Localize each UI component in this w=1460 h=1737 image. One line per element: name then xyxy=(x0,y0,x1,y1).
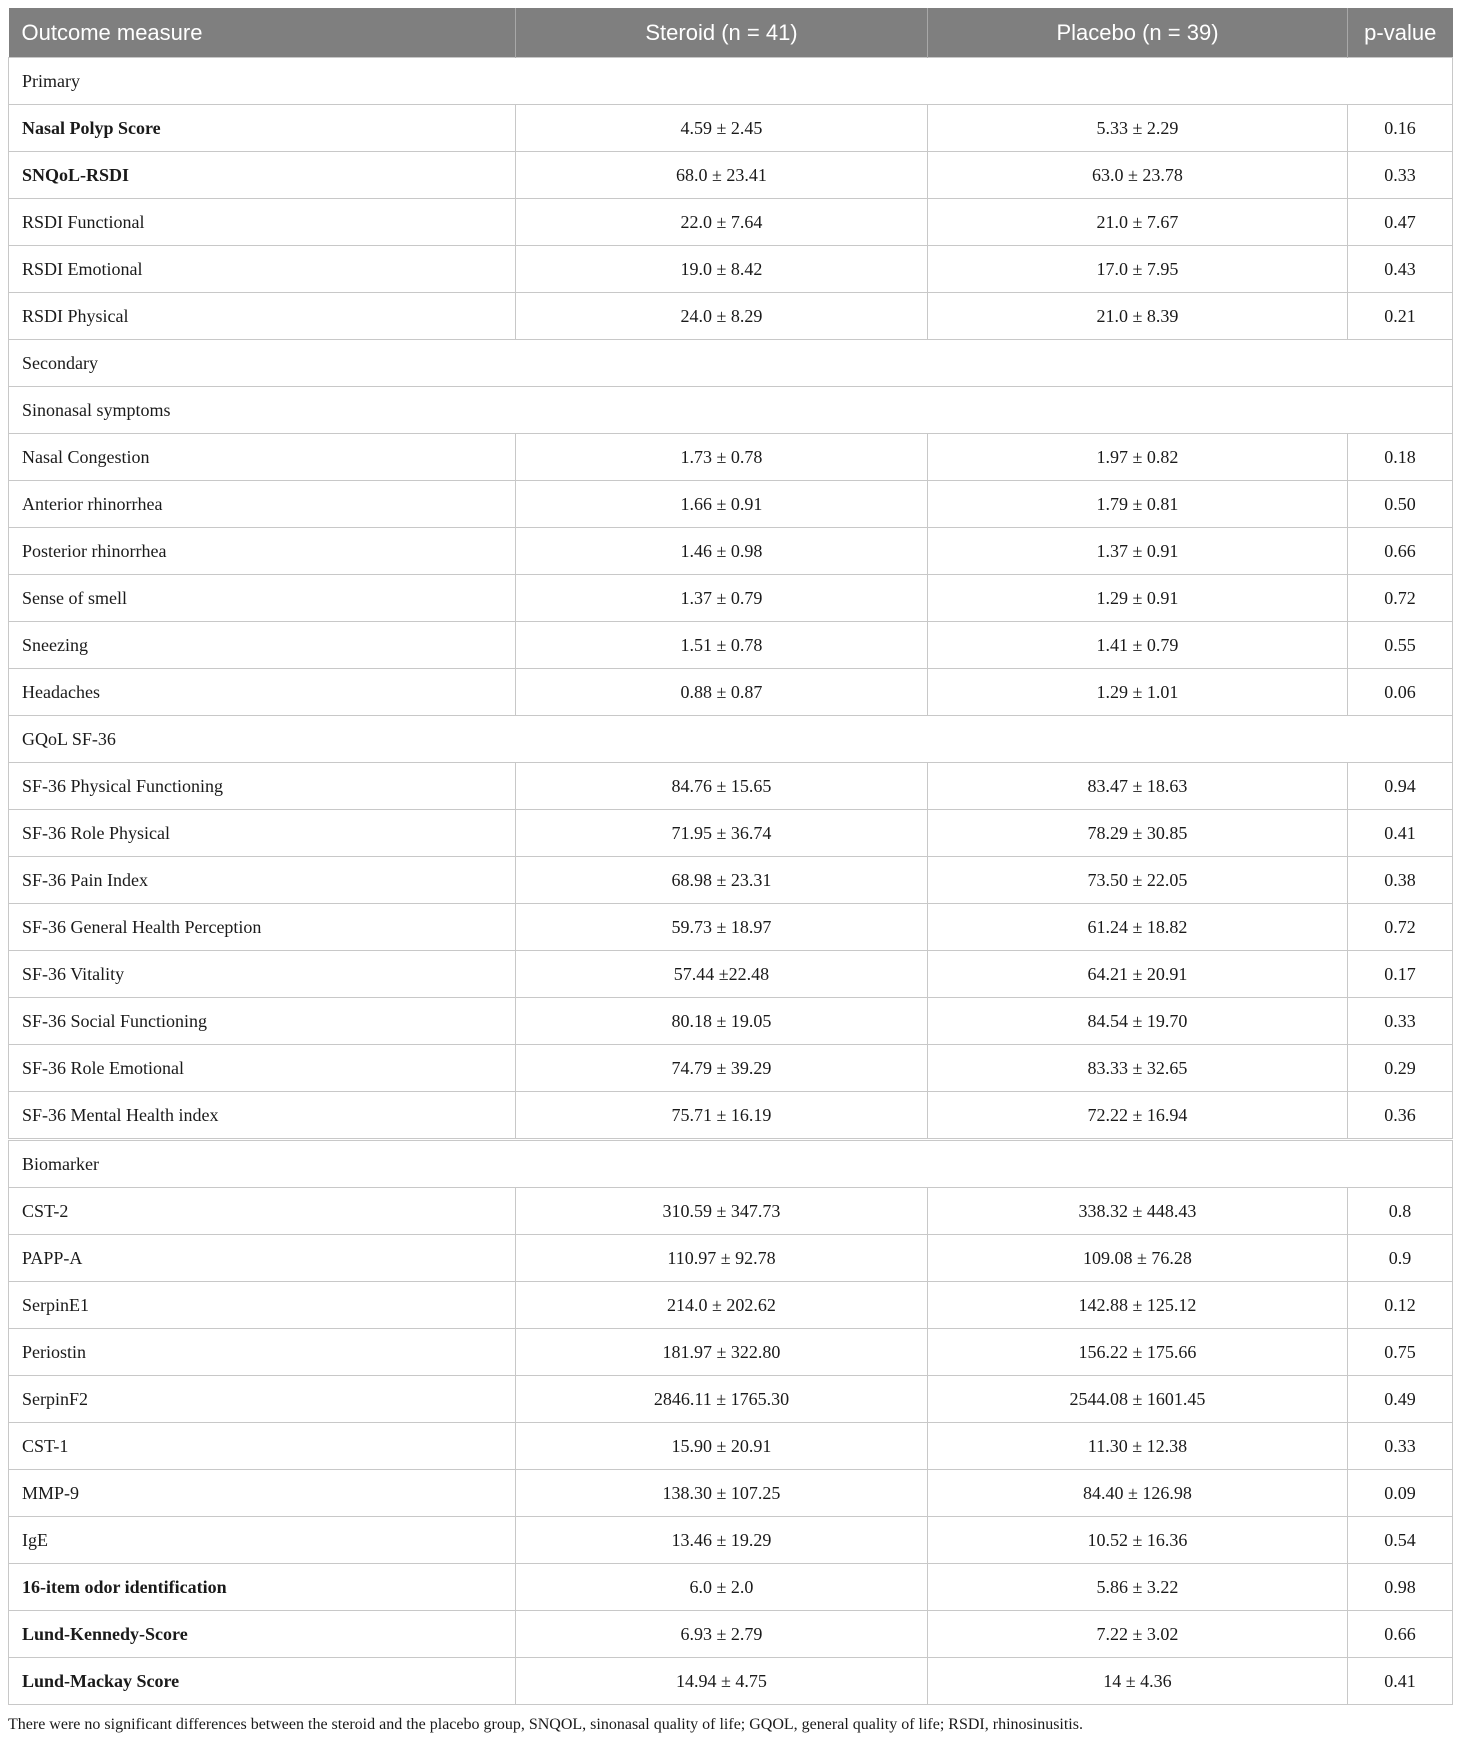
section-row xyxy=(9,387,1453,434)
row-label: Anterior rhinorrhea xyxy=(9,481,516,528)
p-value: 0.72 xyxy=(1348,575,1453,622)
p-value: 0.41 xyxy=(1348,1658,1453,1705)
table-row xyxy=(9,857,1453,904)
row-label: CST-1 xyxy=(9,1423,516,1470)
placebo-value: 1.41 ± 0.79 xyxy=(928,622,1348,669)
p-value: 0.43 xyxy=(1348,246,1453,293)
p-value: 0.66 xyxy=(1348,1611,1453,1658)
steroid-value: 2846.11 ± 1765.30 xyxy=(516,1376,928,1423)
table-row xyxy=(9,1611,1453,1658)
table-row xyxy=(9,951,1453,998)
steroid-value: 310.59 ± 347.73 xyxy=(516,1188,928,1235)
table-row xyxy=(9,1282,1453,1329)
row-label: Sense of smell xyxy=(9,575,516,622)
steroid-value: 68.98 ± 23.31 xyxy=(516,857,928,904)
row-label: SF-36 Mental Health index xyxy=(9,1092,516,1140)
header-p-value: p-value xyxy=(1348,8,1453,58)
steroid-value: 13.46 ± 19.29 xyxy=(516,1517,928,1564)
section-row xyxy=(9,58,1453,105)
placebo-value: 64.21 ± 20.91 xyxy=(928,951,1348,998)
p-value: 0.18 xyxy=(1348,434,1453,481)
table-row xyxy=(9,1045,1453,1092)
placebo-value: 17.0 ± 7.95 xyxy=(928,246,1348,293)
steroid-value: 57.44 ±22.48 xyxy=(516,951,928,998)
placebo-value: 14 ± 4.36 xyxy=(928,1658,1348,1705)
p-value: 0.49 xyxy=(1348,1376,1453,1423)
table-row xyxy=(9,481,1453,528)
table-row xyxy=(9,1235,1453,1282)
row-label: MMP-9 xyxy=(9,1470,516,1517)
header-outcome-measure: Outcome measure xyxy=(9,8,516,58)
placebo-value: 78.29 ± 30.85 xyxy=(928,810,1348,857)
row-label: SF-36 Physical Functioning xyxy=(9,763,516,810)
table-row xyxy=(9,1329,1453,1376)
steroid-value: 1.66 ± 0.91 xyxy=(516,481,928,528)
placebo-value: 109.08 ± 76.28 xyxy=(928,1235,1348,1282)
p-value: 0.94 xyxy=(1348,763,1453,810)
steroid-value: 19.0 ± 8.42 xyxy=(516,246,928,293)
header-placebo: Placebo (n = 39) xyxy=(928,8,1348,58)
row-label: Lund-Mackay Score xyxy=(9,1658,516,1705)
steroid-value: 15.90 ± 20.91 xyxy=(516,1423,928,1470)
p-value: 0.33 xyxy=(1348,1423,1453,1470)
p-value: 0.17 xyxy=(1348,951,1453,998)
section-label: Biomarker xyxy=(9,1140,1453,1188)
p-value: 0.50 xyxy=(1348,481,1453,528)
placebo-value: 84.54 ± 19.70 xyxy=(928,998,1348,1045)
p-value: 0.54 xyxy=(1348,1517,1453,1564)
placebo-value: 1.29 ± 0.91 xyxy=(928,575,1348,622)
table-body xyxy=(9,58,1453,1705)
table-row xyxy=(9,1423,1453,1470)
p-value: 0.41 xyxy=(1348,810,1453,857)
p-value: 0.09 xyxy=(1348,1470,1453,1517)
steroid-value: 74.79 ± 39.29 xyxy=(516,1045,928,1092)
table-row xyxy=(9,1517,1453,1564)
row-label: RSDI Functional xyxy=(9,199,516,246)
header-steroid: Steroid (n = 41) xyxy=(516,8,928,58)
placebo-value: 2544.08 ± 1601.45 xyxy=(928,1376,1348,1423)
p-value: 0.66 xyxy=(1348,528,1453,575)
steroid-value: 138.30 ± 107.25 xyxy=(516,1470,928,1517)
header-row xyxy=(9,8,1453,58)
results-table-container xyxy=(8,8,1452,1705)
steroid-value: 1.46 ± 0.98 xyxy=(516,528,928,575)
p-value: 0.33 xyxy=(1348,152,1453,199)
row-label: RSDI Physical xyxy=(9,293,516,340)
steroid-value: 6.93 ± 2.79 xyxy=(516,1611,928,1658)
table-row xyxy=(9,1658,1453,1705)
placebo-value: 1.37 ± 0.91 xyxy=(928,528,1348,575)
table-row xyxy=(9,904,1453,951)
placebo-value: 73.50 ± 22.05 xyxy=(928,857,1348,904)
row-label: SF-36 Social Functioning xyxy=(9,998,516,1045)
row-label: Nasal Polyp Score xyxy=(9,105,516,152)
steroid-value: 1.51 ± 0.78 xyxy=(516,622,928,669)
table-row xyxy=(9,1564,1453,1611)
row-label: Posterior rhinorrhea xyxy=(9,528,516,575)
steroid-value: 14.94 ± 4.75 xyxy=(516,1658,928,1705)
placebo-value: 10.52 ± 16.36 xyxy=(928,1517,1348,1564)
p-value: 0.29 xyxy=(1348,1045,1453,1092)
p-value: 0.36 xyxy=(1348,1092,1453,1140)
row-label: SF-36 General Health Perception xyxy=(9,904,516,951)
row-label: SF-36 Vitality xyxy=(9,951,516,998)
p-value: 0.8 xyxy=(1348,1188,1453,1235)
table-header xyxy=(9,8,1453,58)
row-label: RSDI Emotional xyxy=(9,246,516,293)
section-label: GQoL SF-36 xyxy=(9,716,1453,763)
table-row xyxy=(9,528,1453,575)
row-label: Periostin xyxy=(9,1329,516,1376)
placebo-value: 1.79 ± 0.81 xyxy=(928,481,1348,528)
section-label: Sinonasal symptoms xyxy=(9,387,1453,434)
placebo-value: 5.86 ± 3.22 xyxy=(928,1564,1348,1611)
steroid-value: 68.0 ± 23.41 xyxy=(516,152,928,199)
p-value: 0.9 xyxy=(1348,1235,1453,1282)
placebo-value: 7.22 ± 3.02 xyxy=(928,1611,1348,1658)
p-value: 0.55 xyxy=(1348,622,1453,669)
row-label: Sneezing xyxy=(9,622,516,669)
placebo-value: 84.40 ± 126.98 xyxy=(928,1470,1348,1517)
row-label: Nasal Congestion xyxy=(9,434,516,481)
table-row xyxy=(9,293,1453,340)
p-value: 0.75 xyxy=(1348,1329,1453,1376)
placebo-value: 142.88 ± 125.12 xyxy=(928,1282,1348,1329)
table-row xyxy=(9,575,1453,622)
placebo-value: 63.0 ± 23.78 xyxy=(928,152,1348,199)
steroid-value: 1.73 ± 0.78 xyxy=(516,434,928,481)
placebo-value: 156.22 ± 175.66 xyxy=(928,1329,1348,1376)
p-value: 0.16 xyxy=(1348,105,1453,152)
row-label: SF-36 Role Physical xyxy=(9,810,516,857)
steroid-value: 75.71 ± 16.19 xyxy=(516,1092,928,1140)
table-row xyxy=(9,1092,1453,1140)
p-value: 0.47 xyxy=(1348,199,1453,246)
steroid-value: 84.76 ± 15.65 xyxy=(516,763,928,810)
table-row xyxy=(9,810,1453,857)
placebo-value: 83.33 ± 32.65 xyxy=(928,1045,1348,1092)
p-value: 0.38 xyxy=(1348,857,1453,904)
steroid-value: 22.0 ± 7.64 xyxy=(516,199,928,246)
table-row xyxy=(9,763,1453,810)
row-label: SF-36 Role Emotional xyxy=(9,1045,516,1092)
placebo-value: 72.22 ± 16.94 xyxy=(928,1092,1348,1140)
row-label: CST-2 xyxy=(9,1188,516,1235)
steroid-value: 80.18 ± 19.05 xyxy=(516,998,928,1045)
row-label: IgE xyxy=(9,1517,516,1564)
section-row xyxy=(9,1140,1453,1188)
steroid-value: 6.0 ± 2.0 xyxy=(516,1564,928,1611)
row-label: SNQoL-RSDI xyxy=(9,152,516,199)
placebo-value: 5.33 ± 2.29 xyxy=(928,105,1348,152)
placebo-value: 61.24 ± 18.82 xyxy=(928,904,1348,951)
row-label: SerpinE1 xyxy=(9,1282,516,1329)
steroid-value: 4.59 ± 2.45 xyxy=(516,105,928,152)
table-row xyxy=(9,1376,1453,1423)
steroid-value: 181.97 ± 322.80 xyxy=(516,1329,928,1376)
placebo-value: 1.29 ± 1.01 xyxy=(928,669,1348,716)
p-value: 0.12 xyxy=(1348,1282,1453,1329)
table-row xyxy=(9,434,1453,481)
p-value: 0.06 xyxy=(1348,669,1453,716)
steroid-value: 110.97 ± 92.78 xyxy=(516,1235,928,1282)
table-row xyxy=(9,622,1453,669)
steroid-value: 214.0 ± 202.62 xyxy=(516,1282,928,1329)
p-value: 0.72 xyxy=(1348,904,1453,951)
placebo-value: 83.47 ± 18.63 xyxy=(928,763,1348,810)
p-value: 0.21 xyxy=(1348,293,1453,340)
section-label: Secondary xyxy=(9,340,1453,387)
placebo-value: 11.30 ± 12.38 xyxy=(928,1423,1348,1470)
section-label: Primary xyxy=(9,58,1453,105)
outcome-table xyxy=(8,8,1453,1705)
table-row xyxy=(9,1188,1453,1235)
steroid-value: 0.88 ± 0.87 xyxy=(516,669,928,716)
row-label: SerpinF2 xyxy=(9,1376,516,1423)
row-label: 16-item odor identification xyxy=(9,1564,516,1611)
table-row xyxy=(9,152,1453,199)
steroid-value: 24.0 ± 8.29 xyxy=(516,293,928,340)
section-row xyxy=(9,716,1453,763)
table-footnote: There were no significant differences between the steroid and the placebo group, SNQOL, sinonasal quality of life; GQOL, general quality of life; RSDI, rhinosinusitis. xyxy=(8,1716,1083,1733)
row-label: Lund-Kennedy-Score xyxy=(9,1611,516,1658)
steroid-value: 71.95 ± 36.74 xyxy=(516,810,928,857)
row-label: Headaches xyxy=(9,669,516,716)
table-row xyxy=(9,1470,1453,1517)
table-row xyxy=(9,669,1453,716)
table-row xyxy=(9,105,1453,152)
row-label: SF-36 Pain Index xyxy=(9,857,516,904)
p-value: 0.33 xyxy=(1348,998,1453,1045)
steroid-value: 1.37 ± 0.79 xyxy=(516,575,928,622)
row-label: PAPP-A xyxy=(9,1235,516,1282)
table-row xyxy=(9,246,1453,293)
table-row xyxy=(9,199,1453,246)
steroid-value: 59.73 ± 18.97 xyxy=(516,904,928,951)
table-row xyxy=(9,998,1453,1045)
placebo-value: 338.32 ± 448.43 xyxy=(928,1188,1348,1235)
placebo-value: 21.0 ± 8.39 xyxy=(928,293,1348,340)
p-value: 0.98 xyxy=(1348,1564,1453,1611)
placebo-value: 1.97 ± 0.82 xyxy=(928,434,1348,481)
section-row xyxy=(9,340,1453,387)
placebo-value: 21.0 ± 7.67 xyxy=(928,199,1348,246)
